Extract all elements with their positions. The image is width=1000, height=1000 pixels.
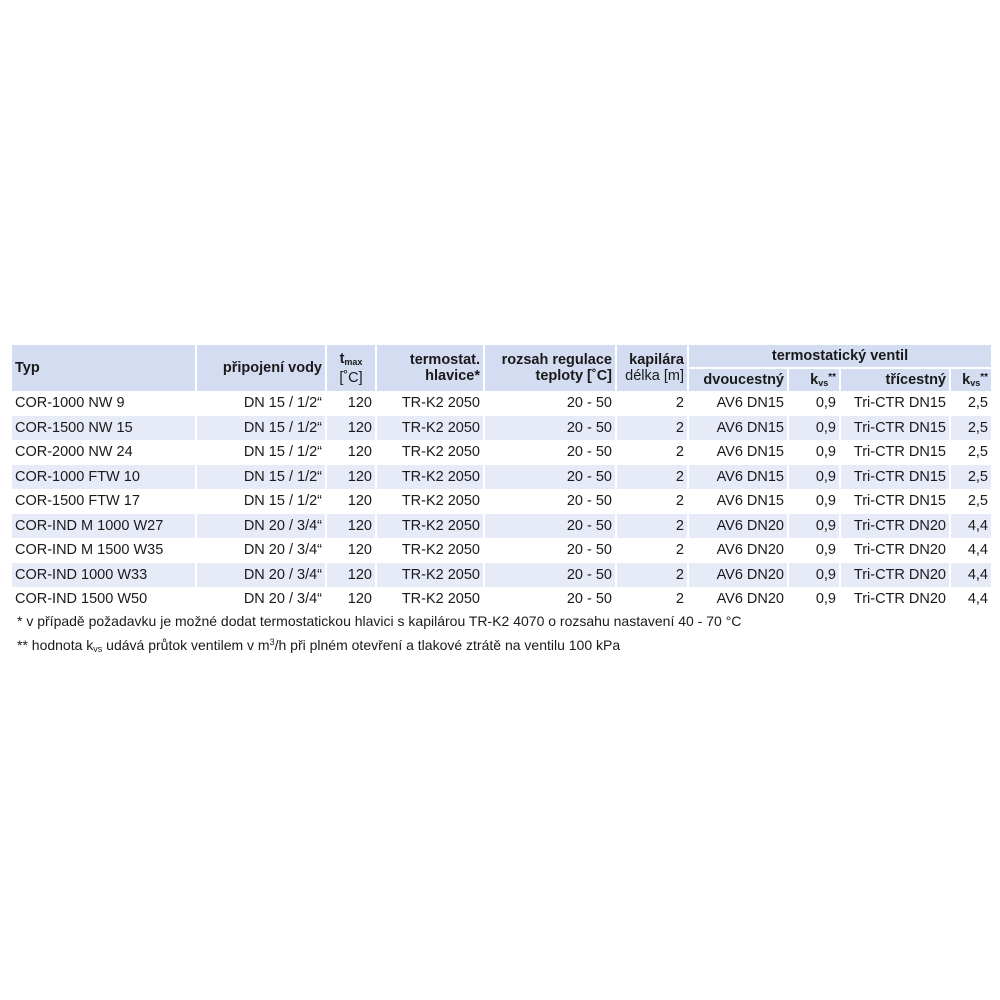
cell-rozsah: 20 - 50 (485, 514, 617, 539)
footnote-2 (17, 632, 987, 660)
col-header-hlavice-line1: termostat. (409, 352, 480, 368)
cell-typ: COR-1500 FTW 17 (12, 489, 197, 514)
cell-tmax: 120 (327, 563, 377, 588)
cell-hlavice: TR-K2 2050 (377, 538, 485, 563)
col-header-rozsah (485, 345, 617, 391)
cell-kvs2: 0,9 (789, 416, 841, 441)
cell-typ: COR-IND M 1500 W35 (12, 538, 197, 563)
cell-tricestny: Tri-CTR DN20 (841, 514, 951, 539)
cell-dvoucestny: AV6 DN15 (689, 416, 789, 441)
cell-kapilara: 2 (617, 538, 689, 563)
cell-kapilara: 2 (617, 587, 689, 612)
cell-kvs3: 4,4 (967, 542, 989, 559)
table-row (12, 416, 991, 441)
cell-kvs3: 4,4 (951, 514, 991, 539)
table-row (12, 563, 991, 588)
cell-rozsah: 20 - 50 (485, 563, 617, 588)
cell-typ: COR-1500 NW 15 (12, 416, 197, 441)
table-row (12, 465, 991, 490)
cell-pripojeni: DN 15 / 1/2“ (197, 440, 327, 465)
header-row-1 (12, 345, 991, 369)
cell-hlavice: TR-K2 2050 (377, 514, 485, 539)
col-header-pripojeni-label: připojení vody (222, 360, 322, 376)
cell-hlavice: TR-K2 2050 (377, 587, 485, 612)
col-header-tricestny (841, 369, 951, 391)
cell-pripojeni: DN 20 / 3/4“ (197, 538, 327, 563)
col-header-tmax-unit: [˚C] (339, 369, 363, 386)
cell-hlavice: TR-K2 2050 (377, 465, 485, 490)
col-header-kvs2 (789, 369, 841, 391)
table-row (12, 538, 991, 563)
cell-tricestny: Tri-CTR DN15 (841, 465, 951, 490)
cell-kapilara: 2 (617, 563, 689, 588)
cell-pripojeni: DN 20 / 3/4“ (197, 563, 327, 588)
spec-table (12, 345, 991, 612)
footnote-2-sup: 3 (269, 637, 275, 647)
table-row (12, 489, 991, 514)
cell-kvs2: 0,9 (789, 563, 841, 588)
footnote-2-part-c: /h při plném otevření a tlakové ztrátě na ventilu 100 kPa (274, 637, 621, 653)
col-header-rozsah-line1: rozsah regulace (501, 352, 612, 368)
cell-dvoucestny: AV6 DN20 (689, 538, 789, 563)
footnote-2-sub: vs (93, 644, 103, 654)
cell-pripojeni: DN 20 / 3/4“ (197, 587, 327, 612)
cell-kapilara: 2 (617, 514, 689, 539)
cell-tmax: 120 (327, 587, 377, 612)
col-header-kvs3 (951, 369, 991, 391)
cell-dvoucestny: AV6 DN20 (689, 587, 789, 612)
cell-tricestny: Tri-CTR DN15 (841, 416, 951, 441)
cell-pripojeni: DN 15 / 1/2“ (197, 391, 327, 416)
cell-typ: COR-1000 NW 9 (12, 391, 197, 416)
cell-typ: COR-IND 1000 W33 (12, 563, 197, 588)
cell-kvs3: 2,5 (967, 493, 989, 510)
cell-kapilara: 2 (617, 465, 689, 490)
cell-kvs2: 0,9 (789, 538, 841, 563)
cell-kvs3: 4,4 (951, 563, 991, 588)
col-header-kapilara-line2: délka [m] (625, 368, 684, 384)
cell-tricestny: Tri-CTR DN15 (841, 391, 951, 416)
footnotes (17, 611, 987, 660)
col-header-pripojeni (197, 345, 327, 391)
cell-hlavice: TR-K2 2050 (377, 440, 485, 465)
cell-rozsah: 20 - 50 (485, 489, 617, 514)
cell-typ: COR-IND 1500 W50 (12, 587, 197, 612)
kvs3-k: k (962, 371, 971, 388)
cell-pripojeni: DN 15 / 1/2“ (197, 489, 327, 514)
tmax-t: t (339, 350, 345, 367)
table-row (12, 391, 991, 416)
table-row (12, 587, 991, 612)
cell-kvs3: 2,5 (951, 465, 991, 490)
cell-kapilara: 2 (617, 416, 689, 441)
cell-hlavice: TR-K2 2050 (377, 489, 485, 514)
cell-typ: COR-IND M 1000 W27 (12, 514, 197, 539)
cell-rozsah: 20 - 50 (485, 391, 617, 416)
col-header-hlavice-line2: hlavice* (425, 368, 480, 384)
cell-hlavice: TR-K2 2050 (377, 563, 485, 588)
cell-dvoucestny: AV6 DN15 (689, 489, 789, 514)
cell-kvs2: 0,9 (789, 440, 841, 465)
cell-kvs2: 0,9 (789, 489, 841, 514)
cell-pripojeni: DN 15 / 1/2“ (197, 465, 327, 490)
cell-tricestny: Tri-CTR DN15 (841, 489, 951, 514)
cell-tmax: 120 (327, 416, 377, 441)
col-header-typ (12, 345, 197, 391)
cell-tmax: 120 (327, 538, 377, 563)
cell-kvs3: 2,5 (967, 444, 989, 461)
col-header-ventil-group (689, 345, 991, 369)
table-row (12, 440, 991, 465)
cell-tricestny: Tri-CTR DN20 (841, 587, 951, 612)
cell-hlavice: TR-K2 2050 (377, 391, 485, 416)
cell-tmax: 120 (327, 489, 377, 514)
cell-typ: COR-1000 FTW 10 (12, 465, 197, 490)
footnote-2-part-a: ** hodnota k (17, 637, 94, 653)
cell-kvs2: 0,9 (789, 391, 841, 416)
cell-rozsah: 20 - 50 (485, 440, 617, 465)
col-header-dvoucestny (689, 369, 789, 391)
kvs3-sub: vs (970, 377, 981, 388)
cell-dvoucestny: AV6 DN15 (689, 391, 789, 416)
col-header-ventil-group-label: termostatický ventil (771, 348, 909, 364)
cell-dvoucestny: AV6 DN20 (689, 514, 789, 539)
cell-kvs2: 0,9 (789, 587, 841, 612)
cell-kapilara: 2 (617, 391, 689, 416)
cell-kvs3: 4,4 (967, 591, 989, 608)
col-header-kapilara (617, 345, 689, 391)
kvs2-k: k (810, 371, 819, 388)
cell-dvoucestny: AV6 DN20 (689, 563, 789, 588)
cell-tricestny: Tri-CTR DN20 (841, 538, 951, 563)
cell-tmax: 120 (327, 440, 377, 465)
cell-tricestny: Tri-CTR DN15 (841, 440, 951, 465)
kvs2-sub: vs (818, 377, 829, 388)
col-header-dvoucestny-label: dvoucestný (703, 372, 784, 388)
cell-kapilara: 2 (617, 440, 689, 465)
cell-kapilara: 2 (617, 489, 689, 514)
col-header-rozsah-line2: teploty [˚C] (535, 368, 612, 384)
tmax-sub: max (344, 356, 363, 367)
col-header-tmax-symbol (330, 351, 372, 370)
cell-hlavice: TR-K2 2050 (377, 416, 485, 441)
cell-kvs3: 2,5 (951, 416, 991, 441)
cell-kvs2: 0,9 (789, 465, 841, 490)
cell-tmax: 120 (327, 391, 377, 416)
cell-rozsah: 20 - 50 (485, 538, 617, 563)
table-body (12, 391, 991, 612)
col-header-tmax (327, 345, 377, 391)
col-header-typ-label: Typ (15, 360, 40, 376)
cell-typ: COR-2000 NW 24 (12, 440, 197, 465)
footnote-1: * v případě požadavku je možné dodat termostatickou hlavici s kapilárou TR-K2 4070 o rozsahu nastavení 40 - 70 °C (17, 613, 742, 629)
cell-rozsah: 20 - 50 (485, 587, 617, 612)
col-header-kapilara-line1: kapilára (629, 352, 684, 368)
cell-dvoucestny: AV6 DN15 (689, 440, 789, 465)
col-header-hlavice (377, 345, 485, 391)
cell-tricestny: Tri-CTR DN20 (841, 563, 951, 588)
cell-rozsah: 20 - 50 (485, 416, 617, 441)
cell-kvs2: 0,9 (789, 514, 841, 539)
kvs3-stars: ** (980, 371, 989, 383)
kvs2-stars: ** (828, 371, 836, 383)
cell-pripojeni: DN 20 / 3/4“ (197, 514, 327, 539)
cell-pripojeni: DN 15 / 1/2“ (197, 416, 327, 441)
cell-kvs3: 2,5 (967, 395, 989, 412)
col-header-tricestny-label: třícestný (885, 372, 946, 388)
cell-dvoucestny: AV6 DN15 (689, 465, 789, 490)
cell-tmax: 120 (327, 514, 377, 539)
footnote-2-part-b: udává průtok ventilem v m (102, 637, 270, 653)
table-row (12, 514, 991, 539)
table-header (12, 345, 991, 391)
cell-tmax: 120 (327, 465, 377, 490)
cell-rozsah: 20 - 50 (485, 465, 617, 490)
